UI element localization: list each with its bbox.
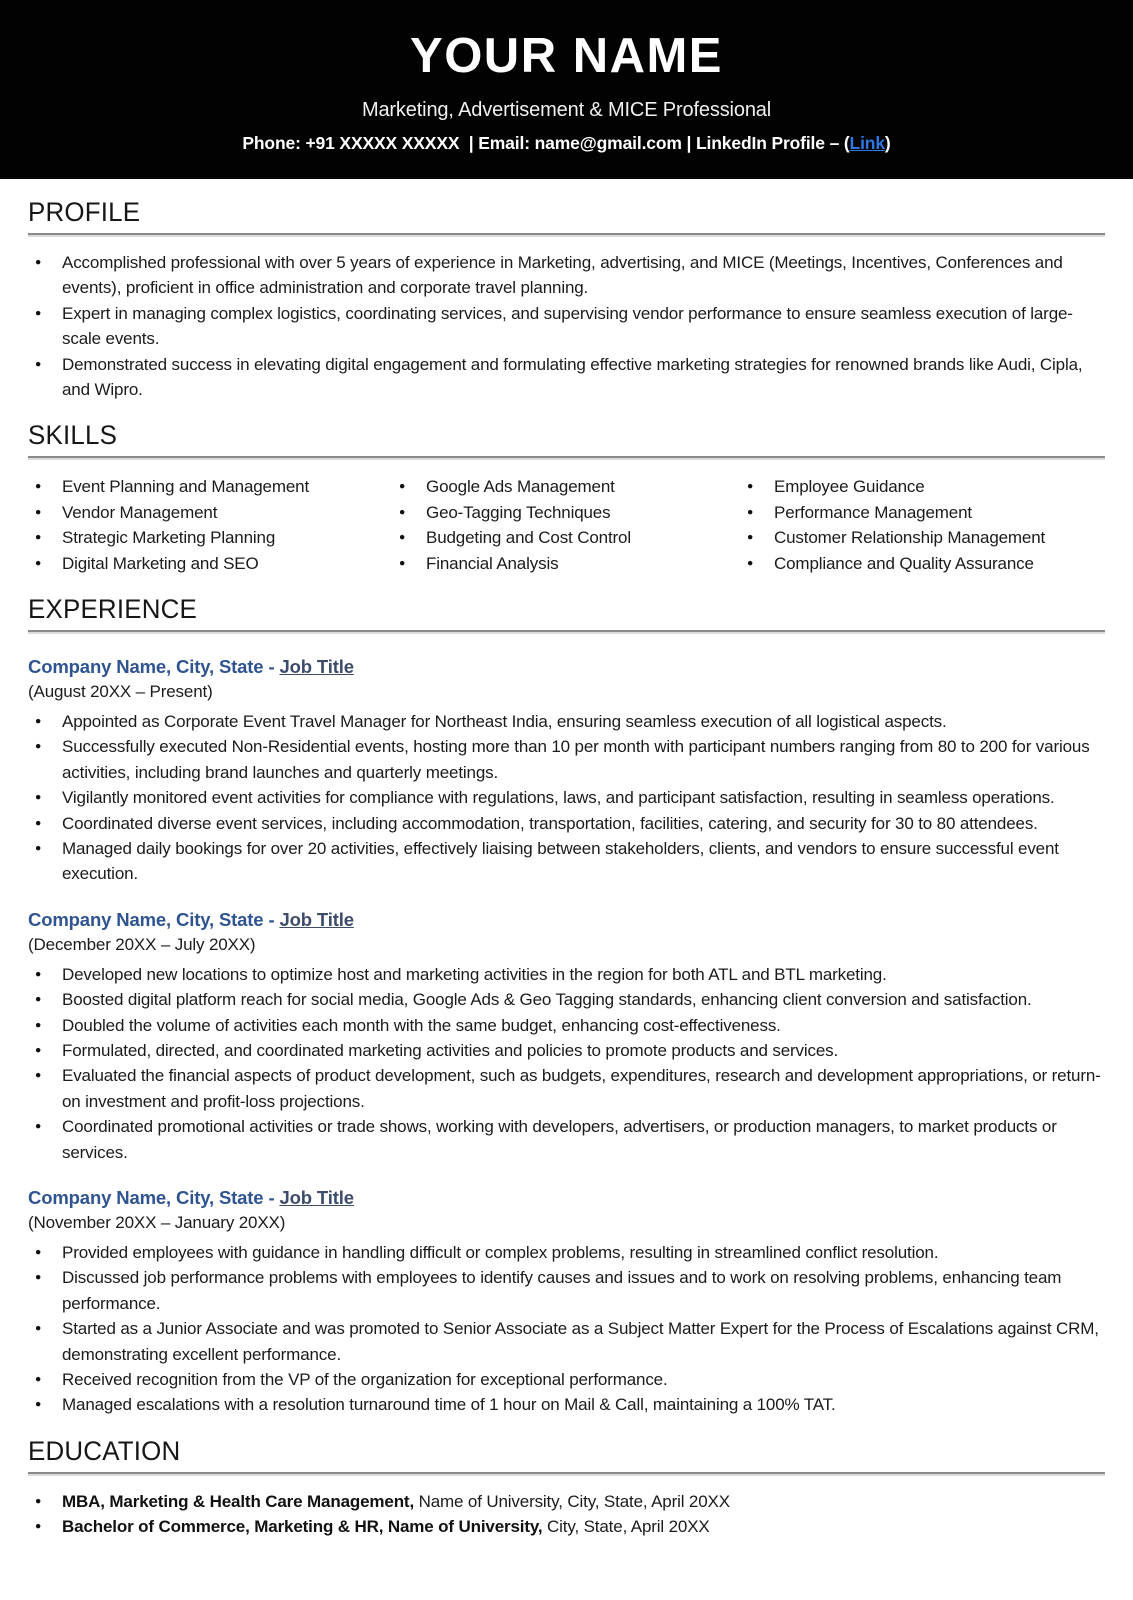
skills-section-title: SKILLS bbox=[28, 420, 118, 451]
job-bullet: ● Successfully executed Non-Residential events, hosting more than 10 per month with participant numbers ranging from 80 to 200 for various activities, including brand launches and quarterly meetings. bbox=[28, 734, 1105, 785]
job-bullet: ● Vigilantly monitored event activities for compliance with regulations, laws, and participant satisfaction, resulting in seamless operations. bbox=[28, 785, 1105, 810]
job-bullet: ● Provided employees with guidance in handling difficult or complex problems, resulting in streamlined conflict resolution. bbox=[28, 1240, 1105, 1265]
job-bullet: ● Coordinated promotional activities or trade shows, working with developers, advertisers, or production managers, to market products or services. bbox=[28, 1114, 1105, 1165]
job-bullet: ● Received recognition from the VP of the organization for exceptional performance. bbox=[28, 1367, 1105, 1392]
job-dates: (August 20XX – Present) bbox=[28, 681, 213, 701]
job-bullet: ● Appointed as Corporate Event Travel Manager for Northeast India, ensuring seamless execution of all logistical aspects. bbox=[28, 709, 1105, 734]
job-title-link[interactable]: Job Title bbox=[279, 655, 354, 677]
contact-line bbox=[10, 133, 1123, 154]
skill-item: ● Digital Marketing and SEO bbox=[28, 551, 392, 576]
skills-column bbox=[740, 474, 1105, 576]
profile-bullet: ● Demonstrated success in elevating digital engagement and formulating effective marketing strategies for renowned brands like Audi, Cipla, and Wipro. bbox=[28, 352, 1105, 403]
profile-section bbox=[28, 197, 1105, 402]
skill-item: ● Customer Relationship Management bbox=[740, 525, 1105, 550]
linkedin-link[interactable]: Link bbox=[849, 132, 885, 153]
company-title-separator: - bbox=[263, 1187, 280, 1209]
education-list bbox=[28, 1489, 1105, 1540]
skill-item: ● Performance Management bbox=[740, 500, 1105, 525]
profile-bullet: ● Accomplished professional with over 5 years of experience in Marketing, advertising, and MICE (Meetings, Incentives, Conferences and events), proficient in office administration and corporate travel planning. bbox=[28, 250, 1105, 301]
company-name: Company Name, City, State bbox=[28, 1187, 264, 1209]
company-title-separator: - bbox=[263, 655, 280, 677]
degree-details: Name of University, City, State, April 20XX bbox=[414, 1491, 730, 1511]
contact-text: Phone: +91 XXXXX XXXXX | Email: name@gmail.com | LinkedIn Profile – ( bbox=[242, 132, 850, 153]
job-title-link[interactable]: Job Title bbox=[279, 1187, 354, 1209]
job-title-link[interactable]: Job Title bbox=[279, 908, 354, 930]
section-divider bbox=[28, 456, 1105, 460]
education-item bbox=[28, 1489, 1105, 1514]
skills-column bbox=[392, 474, 740, 576]
degree-details: City, State, April 20XX bbox=[542, 1517, 710, 1537]
education-section bbox=[28, 1436, 1105, 1540]
candidate-name: YOUR NAME bbox=[410, 29, 723, 83]
job-bullet: ● Started as a Junior Associate and was promoted to Senior Associate as a Subject Matter Expert for the Process of Escalations against CRM, demonstrating excellent performance. bbox=[28, 1316, 1105, 1367]
jobs-list bbox=[28, 655, 1105, 1418]
job-heading bbox=[28, 908, 1105, 932]
job-bullet: ● Discussed job performance problems with employees to identify causes and issues and to work on resolving problems, enhancing team performance. bbox=[28, 1265, 1105, 1316]
resume-body bbox=[0, 197, 1133, 1540]
education-item bbox=[28, 1514, 1105, 1539]
job-bullet-list bbox=[28, 709, 1105, 887]
company-title-separator: - bbox=[263, 908, 280, 930]
company-name: Company Name, City, State bbox=[28, 908, 264, 930]
job-dates: (December 20XX – July 20XX) bbox=[28, 934, 256, 954]
job-heading bbox=[28, 1186, 1105, 1210]
skill-item: ● Google Ads Management bbox=[392, 474, 740, 499]
job-bullet: ● Developed new locations to optimize host and marketing activities in the region for both ATL and BTL marketing. bbox=[28, 962, 1105, 987]
job-bullet-list bbox=[28, 1240, 1105, 1418]
skills-list bbox=[740, 474, 1105, 576]
experience-section bbox=[28, 594, 1105, 1418]
header-banner bbox=[0, 0, 1133, 179]
education-section-title: EDUCATION bbox=[28, 1435, 181, 1466]
degree-name: Bachelor of Commerce, Marketing & HR, Name of University, bbox=[62, 1517, 543, 1537]
section-divider bbox=[28, 233, 1105, 237]
job-heading bbox=[28, 655, 1105, 679]
skill-item: ● Compliance and Quality Assurance bbox=[740, 551, 1105, 576]
degree-name: MBA, Marketing & Health Care Management, bbox=[62, 1491, 415, 1511]
job-bullet: ● Formulated, directed, and coordinated marketing activities and policies to promote products and services. bbox=[28, 1038, 1105, 1063]
company-name: Company Name, City, State bbox=[28, 655, 264, 677]
professional-title: Marketing, Advertisement & MICE Professional bbox=[361, 98, 772, 121]
job-bullet: ● Doubled the volume of activities each month with the same budget, enhancing cost-effectiveness. bbox=[28, 1013, 1105, 1038]
skill-item: ● Geo-Tagging Techniques bbox=[392, 500, 740, 525]
section-divider bbox=[28, 1472, 1105, 1476]
job-entry bbox=[28, 1186, 1105, 1418]
skill-item: ● Employee Guidance bbox=[740, 474, 1105, 499]
skills-grid bbox=[28, 474, 1105, 576]
job-entry bbox=[28, 908, 1105, 1165]
job-bullet-list bbox=[28, 962, 1105, 1165]
job-dates: (November 20XX – January 20XX) bbox=[28, 1213, 286, 1233]
job-entry bbox=[28, 655, 1105, 887]
job-bullet: ● Managed daily bookings for over 20 activities, effectively liaising between stakeholders, clients, and vendors to ensure successful event execution. bbox=[28, 836, 1105, 887]
skill-item: ● Event Planning and Management bbox=[28, 474, 392, 499]
skills-list bbox=[392, 474, 740, 576]
experience-section-title: EXPERIENCE bbox=[28, 593, 198, 624]
job-bullet: ● Coordinated diverse event services, including accommodation, transportation, facilities, catering, and security for 30 to 80 attendees. bbox=[28, 811, 1105, 836]
skill-item: ● Vendor Management bbox=[28, 500, 392, 525]
profile-bullet-list bbox=[28, 250, 1105, 402]
section-divider bbox=[28, 630, 1105, 634]
skills-column bbox=[28, 474, 392, 576]
profile-section-title: PROFILE bbox=[28, 196, 141, 227]
skill-item: ● Strategic Marketing Planning bbox=[28, 525, 392, 550]
contact-text-suffix: ) bbox=[884, 132, 891, 153]
job-bullet: ● Boosted digital platform reach for social media, Google Ads & Geo Tagging standards, enhancing client conversion and satisfaction. bbox=[28, 987, 1105, 1012]
skill-item: ● Financial Analysis bbox=[392, 551, 740, 576]
skills-list bbox=[28, 474, 392, 576]
skills-section bbox=[28, 420, 1105, 576]
skill-item: ● Budgeting and Cost Control bbox=[392, 525, 740, 550]
job-bullet: ● Evaluated the financial aspects of product development, such as budgets, expenditures, research and development appropriations, or return-on investment and profit-loss projections. bbox=[28, 1063, 1105, 1114]
job-bullet: ● Managed escalations with a resolution turnaround time of 1 hour on Mail & Call, maintaining a 100% TAT. bbox=[28, 1392, 1105, 1417]
profile-bullet: ● Expert in managing complex logistics, coordinating services, and supervising vendor performance to ensure seamless execution of large-scale events. bbox=[28, 301, 1105, 352]
